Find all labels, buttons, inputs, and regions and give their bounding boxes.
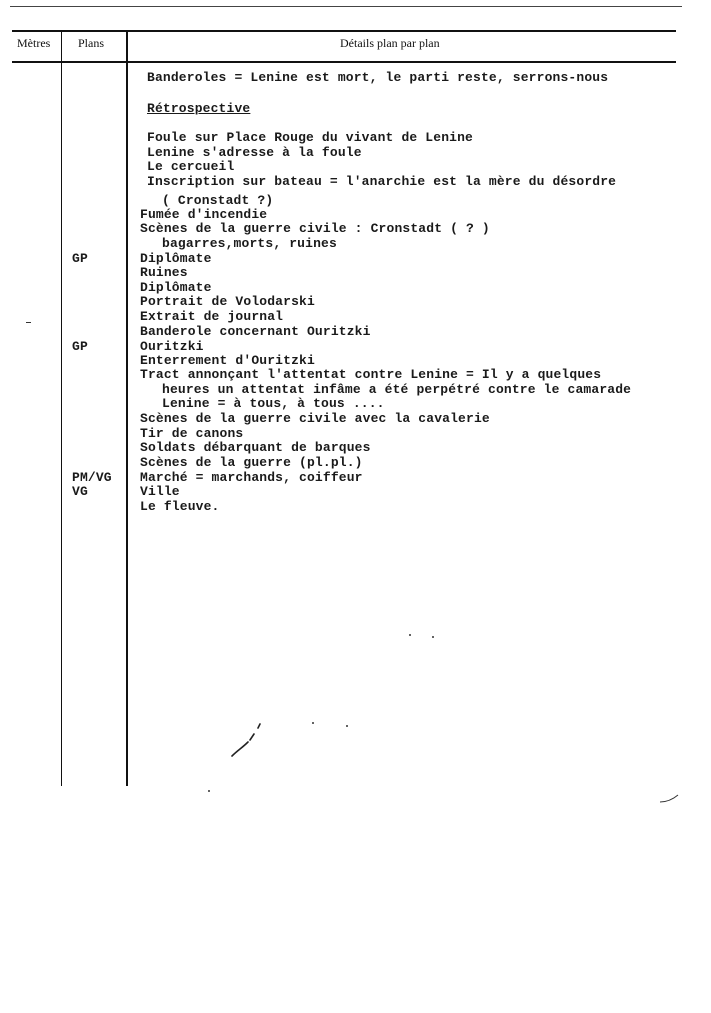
detail-line: Diplômate (140, 251, 212, 266)
detail-line: Diplômate (140, 280, 212, 295)
scan-speck (432, 636, 434, 638)
column-divider-plans-details (126, 31, 128, 786)
scan-speck (312, 722, 314, 724)
detail-line: Foule sur Place Rouge du vivant de Lenine (147, 130, 474, 145)
detail-line: Scènes de la guerre civile avec la cavalerie (140, 411, 490, 426)
page-corner-mark (658, 792, 680, 806)
page-top-edge (10, 6, 682, 7)
scan-speck (409, 634, 411, 636)
scan-speck (26, 322, 31, 323)
header-rule-bottom (12, 61, 676, 63)
detail-line: Scènes de la guerre civile : Cronstadt ( ? ) (140, 221, 490, 236)
detail-line: Banderole concernant Ouritzki (140, 324, 371, 339)
header-rule-top (12, 30, 676, 32)
detail-line: Tract annonçant l'attentat contre Lenine = Il y a quelques (140, 367, 602, 382)
detail-line: Le fleuve. (140, 499, 220, 514)
detail-line: Marché = marchands, coiffeur (140, 470, 363, 485)
detail-line: heures un attentat infâme a été perpétré contre le camarade (162, 382, 632, 397)
column-header-metres: Mètres (17, 36, 51, 50)
detail-line: Banderoles = Lenine est mort, le parti reste, serrons-nous (147, 70, 609, 85)
detail-line: Scènes de la guerre (pl.pl.) (140, 455, 363, 470)
plan-code: PM/VG (72, 470, 112, 485)
section-heading-retrospective: Rétrospective (147, 101, 251, 116)
detail-line: Ruines (140, 265, 188, 280)
detail-line: bagarres,morts, ruines (162, 236, 337, 251)
detail-line: Inscription sur bateau = l'anarchie est la mère du désordre (147, 174, 617, 189)
plan-code: GP (72, 339, 88, 354)
detail-line: Ouritzki (140, 339, 204, 354)
detail-line: Le cercueil (147, 159, 235, 174)
detail-line: Ville (140, 484, 180, 499)
detail-line: ( Cronstadt ?) (162, 193, 274, 208)
scan-speck (346, 725, 348, 727)
detail-line: Tir de canons (140, 426, 244, 441)
detail-line: Extrait de journal (140, 309, 284, 324)
plan-code: VG (72, 484, 88, 499)
column-header-details: Détails plan par plan (340, 36, 440, 50)
pen-mark-scribble (228, 720, 268, 760)
scan-speck (208, 790, 210, 792)
detail-line: Fumée d'incendie (140, 207, 268, 222)
detail-line: Portrait de Volodarski (140, 294, 315, 309)
plan-code: GP (72, 251, 88, 266)
detail-line: Soldats débarquant de barques (140, 440, 371, 455)
detail-line: Lenine s'adresse à la foule (147, 145, 362, 160)
detail-line: Lenine = à tous, à tous .... (162, 396, 385, 411)
detail-line: Enterrement d'Ouritzki (140, 353, 315, 368)
column-header-plans: Plans (78, 36, 105, 50)
column-divider-metres-plans (61, 31, 62, 786)
